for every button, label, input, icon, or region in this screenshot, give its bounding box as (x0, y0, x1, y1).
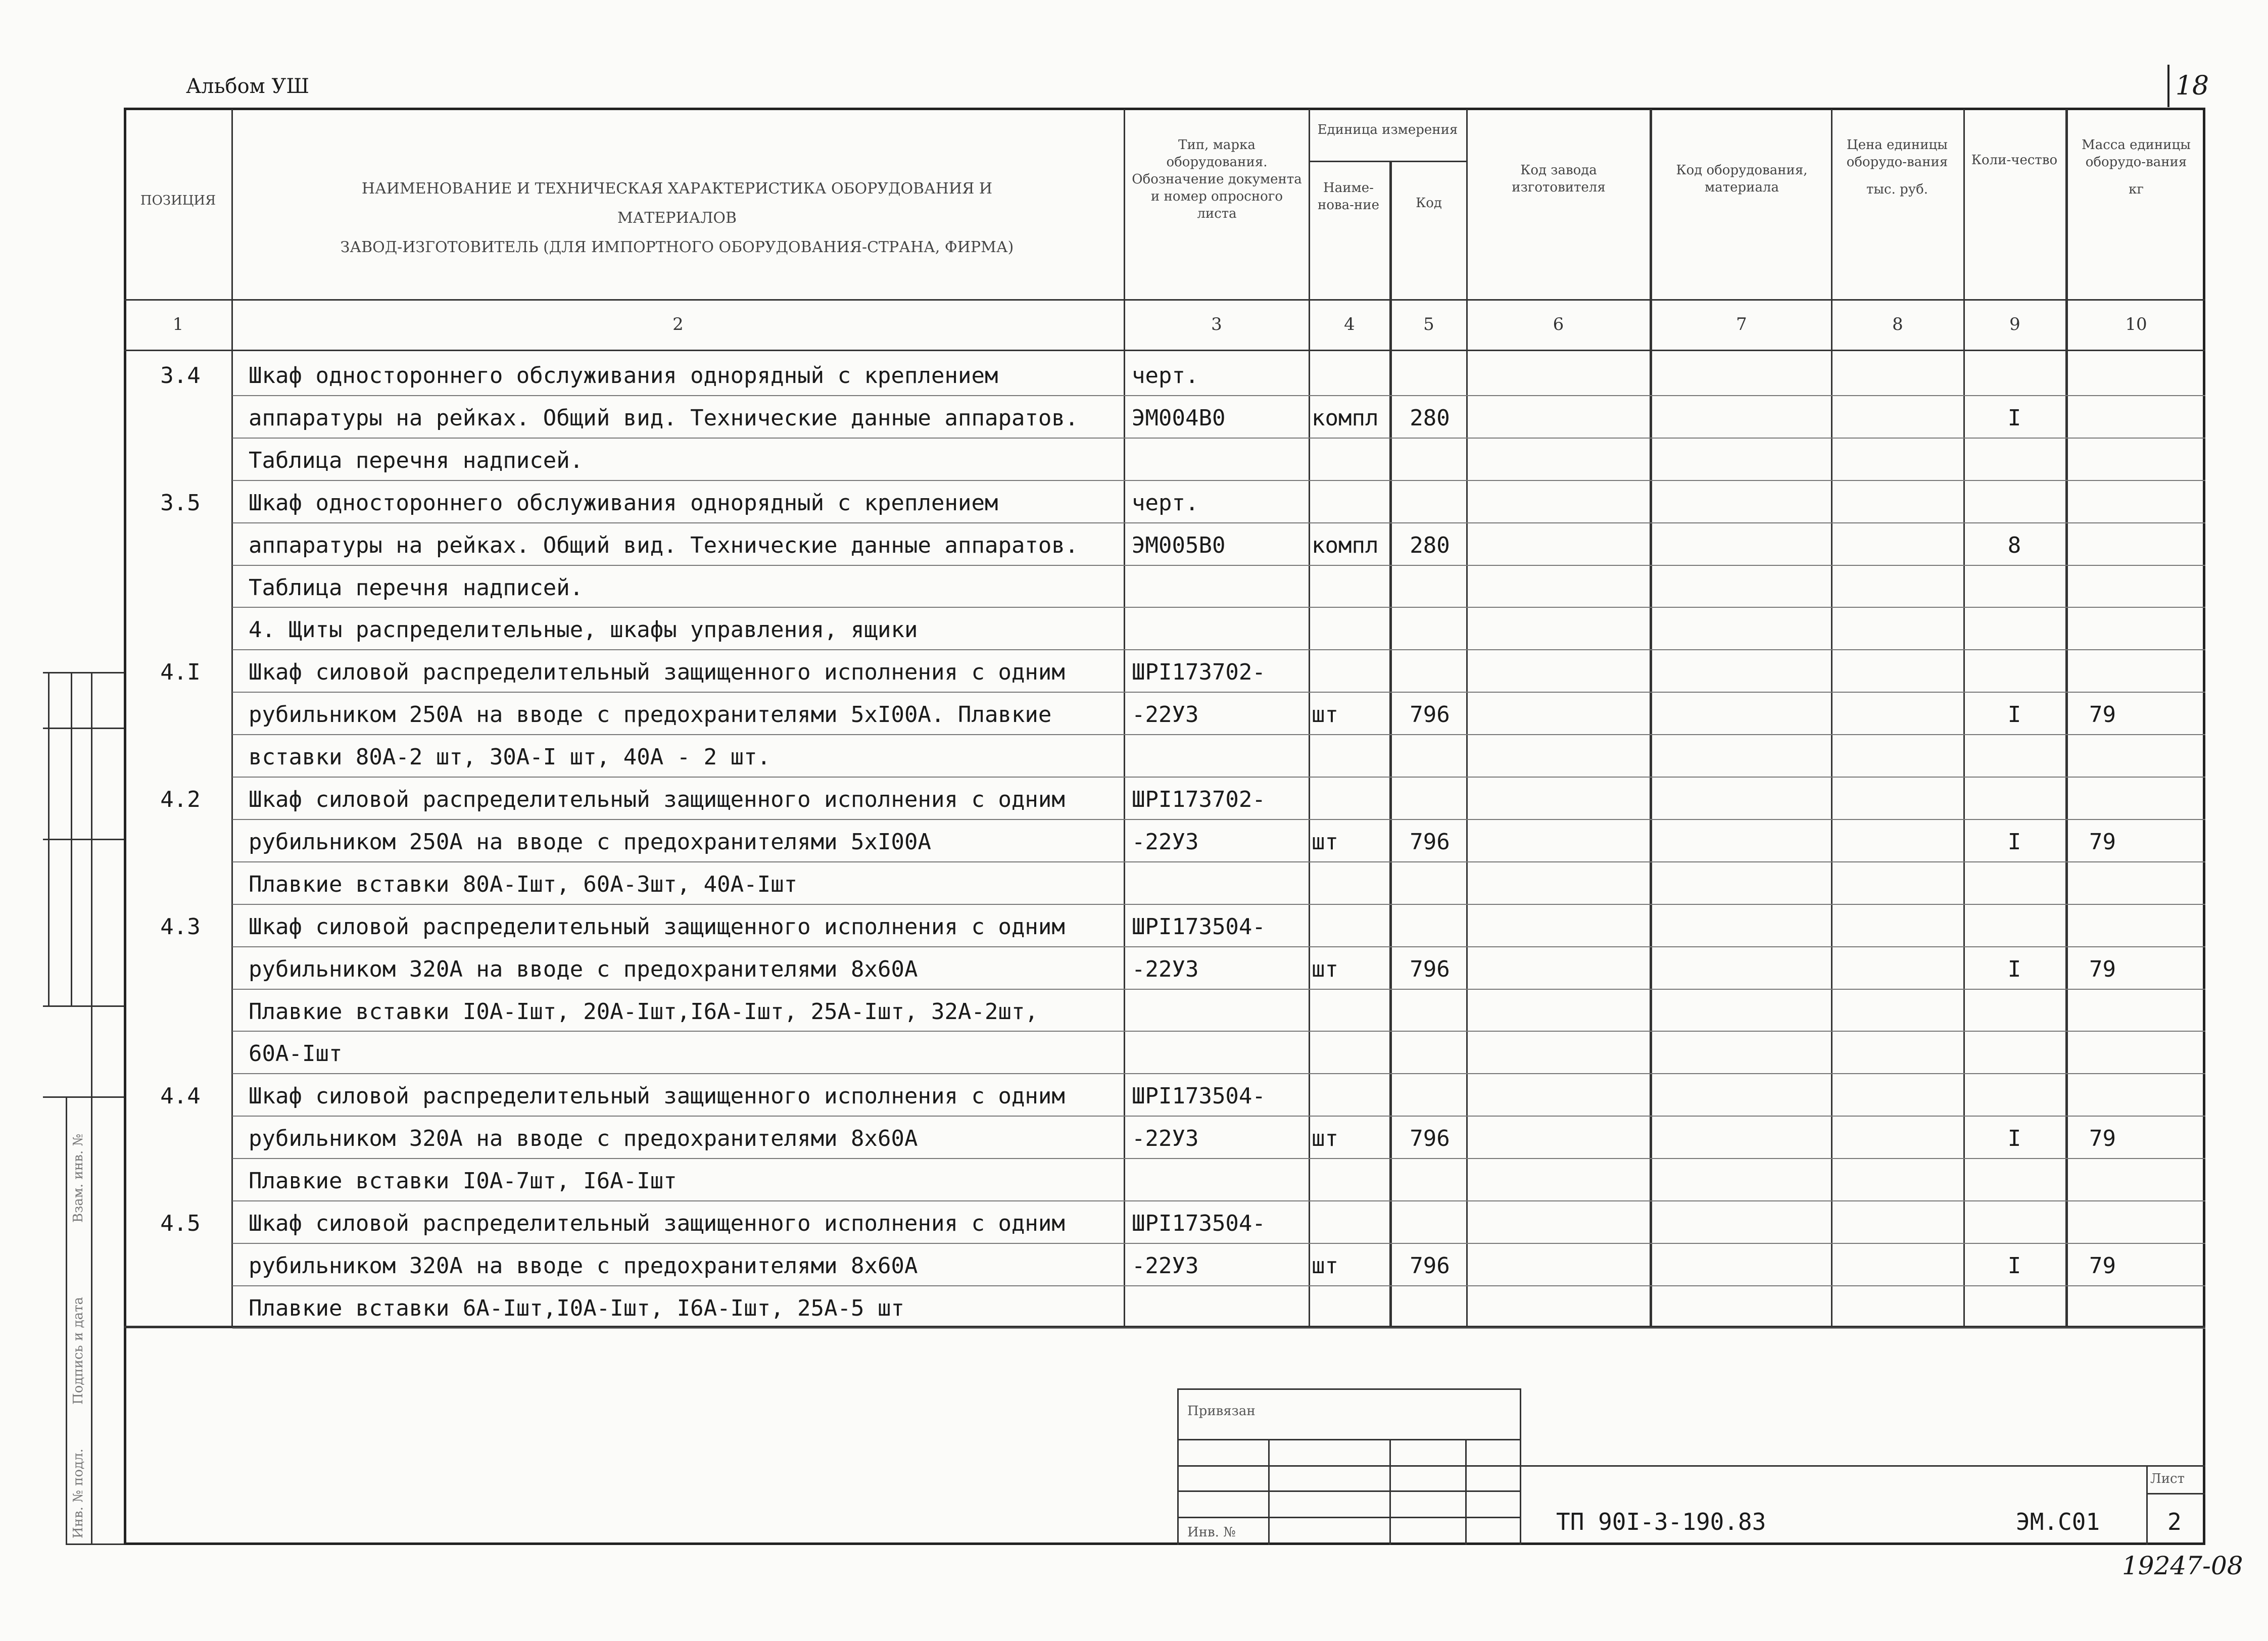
sheet-code: ЭМ.С01 (2016, 1508, 2100, 1535)
cell-name: рубильником 320А на вводе с предохранителями 8х60А (249, 1126, 918, 1152)
row-divider (232, 649, 2205, 650)
cell-type: ШРI173702- (1132, 659, 1266, 686)
stamp-line (1177, 1388, 1521, 1390)
row-divider (232, 395, 2205, 396)
cell-name: Плавкие вставки I0А-Iшт, 20А-Iшт,I6А-Iшт, 25А-Iшт, 32А-2шт, (249, 998, 1038, 1025)
stamp-line (1177, 1517, 1521, 1518)
cell-pos: 4.2 (160, 787, 201, 812)
cell-name: рубильником 250А на вводе с предохранителями 5хI00А (249, 829, 932, 855)
cell-pos: 3.4 (160, 363, 201, 389)
cell-name: Шкаф одностороннего обслуживания однорядный с креплением (249, 490, 998, 516)
header-mass (2070, 136, 2202, 198)
cell-name: Плавкие вставки 6А-Iшт,I0А-Iшт, I6А-Iшт, 25А-5 шт (249, 1295, 905, 1321)
cell-name: рубильником 250А на вводе с предохранителями 5хI00А. Плавкие (249, 702, 1052, 728)
row-divider (232, 1200, 2205, 1201)
header-name (237, 174, 1117, 262)
cell-mass: 79 (2089, 1126, 2116, 1152)
col-divider (231, 109, 233, 1326)
header-factory-code: Код завода изготовителя (1512, 163, 1606, 195)
cell-name: Плавкие вставки 80А-Iшт, 60А-3шт, 40А-Iшт (249, 871, 798, 897)
col-divider (1831, 109, 1832, 1326)
cell-mass: 79 (2089, 702, 2116, 728)
cell-code: 796 (1410, 829, 1450, 855)
cell-pos: 3.5 (160, 490, 201, 516)
cell-name: Шкаф силовой распределительный защищенного исполнения с одним (249, 787, 1065, 812)
cell-name: рубильником 320А на вводе с предохранителями 8х60А (249, 956, 918, 982)
row-divider (232, 861, 2205, 862)
row-divider (232, 438, 2205, 439)
header-quantity: Коли-чество (1971, 153, 2058, 168)
stamp-line (1268, 1439, 1270, 1545)
row-divider (232, 904, 2205, 905)
cell-name: рубильником 320А на вводе с предохранителями 8х60А (249, 1252, 918, 1279)
side-strip-line (91, 672, 92, 1543)
header-name-line3: ЗАВОД-ИЗГОТОВИТЕЛЬ (ДЛЯ ИМПОРТНОГО ОБОРУДОВАНИЯ-СТРАНА, ФИРМА) (340, 238, 1014, 256)
cell-name: Шкаф силовой распределительный защищенного исполнения с одним (249, 913, 1065, 940)
cell-pos: 4.4 (160, 1083, 201, 1109)
header-type: Тип, марка оборудования. Обозначение документа и номер опросного листа (1132, 137, 1302, 221)
stamp-line (2146, 1493, 2205, 1494)
header-mass-label: Масса единицы оборудо-вания (2082, 137, 2191, 170)
header-unit-name: Наиме-нова-ние (1318, 180, 1379, 213)
cell-qty: I (2007, 1252, 2021, 1279)
stamp-line (1177, 1465, 2205, 1467)
cell-name: 4. Щиты распределительные, шкафы управления, ящики (249, 617, 918, 643)
stamp-inv-no: Инв. № (1187, 1525, 1236, 1540)
cell-unit: компл (1312, 405, 1379, 431)
cell-unit: шт (1312, 956, 1338, 982)
row-divider (232, 1328, 2205, 1329)
side-strip-line (43, 728, 124, 729)
colnum-1: 1 (172, 314, 184, 334)
stamp-privyazan: Привязан (1187, 1404, 1256, 1419)
cell-code: 280 (1410, 405, 1450, 431)
cell-name: Шкаф силовой распределительный защищенного исполнения с одним (249, 1083, 1065, 1109)
side-strip-line (71, 672, 72, 1005)
cell-code: 796 (1410, 1126, 1450, 1152)
header-mass-unit: кг (2129, 182, 2144, 197)
stamp-line (2146, 1465, 2148, 1545)
row-divider (232, 1116, 2205, 1117)
cell-name: Таблица перечня надписей. (249, 574, 584, 601)
cell-qty: 8 (2007, 532, 2021, 558)
side-strip-line (43, 672, 124, 673)
colnum-4: 4 (1344, 314, 1355, 334)
cell-qty: I (2007, 1126, 2021, 1152)
stamp-line (1389, 1439, 1391, 1545)
colnum-3: 3 (1211, 314, 1222, 334)
stamp-line (1177, 1388, 1179, 1545)
side-strip-line (48, 672, 50, 1005)
cell-name: Шкаф одностороннего обслуживания однорядный с креплением (249, 363, 998, 389)
side-strip-line (66, 1096, 67, 1543)
side-strip-line (43, 1005, 124, 1007)
page-number: 18 (2167, 65, 2215, 107)
cell-unit: шт (1312, 1126, 1338, 1152)
cell-name: Шкаф силовой распределительный защищенного исполнения с одним (249, 659, 1065, 686)
cell-type: черт. (1132, 490, 1199, 516)
cell-pos: 4.3 (160, 913, 201, 940)
cell-type: -22У3 (1132, 702, 1199, 728)
cell-qty: I (2007, 405, 2021, 431)
colnum-5: 5 (1423, 314, 1434, 334)
side-strip-line (43, 839, 124, 840)
cell-qty: I (2007, 956, 2021, 982)
side-strip-line (43, 1096, 124, 1098)
stamp-line (1520, 1388, 1521, 1545)
row-divider (232, 734, 2205, 735)
cell-name: Таблица перечня надписей. (249, 447, 584, 473)
col-divider (2065, 109, 2068, 1326)
cell-name: 60А-Iшт (249, 1041, 343, 1067)
cell-code: 796 (1410, 956, 1450, 982)
cell-type: -22У3 (1132, 1252, 1199, 1279)
col-divider (1389, 162, 1392, 1326)
header-subdivider (1309, 161, 1466, 162)
side-label-vzam: Взам. инв. № (71, 1134, 86, 1223)
cell-qty: I (2007, 702, 2021, 728)
cell-type: ЭМ004В0 (1132, 405, 1226, 431)
column-number-line (124, 350, 2205, 351)
colnum-10: 10 (2125, 314, 2147, 334)
album-label: Альбом УШ (186, 75, 310, 98)
cell-unit: шт (1312, 702, 1338, 728)
cell-type: черт. (1132, 363, 1199, 389)
col-divider (1650, 109, 1652, 1326)
row-divider (232, 607, 2205, 608)
col-divider (1466, 109, 1468, 1326)
row-divider (232, 989, 2205, 990)
archive-number: 19247-08 (2122, 1551, 2243, 1580)
cell-type: -22У3 (1132, 956, 1199, 982)
row-divider (232, 777, 2205, 778)
cell-code: 796 (1410, 702, 1450, 728)
header-name-line2: МАТЕРИАЛОВ (617, 209, 737, 227)
colnum-7: 7 (1736, 314, 1747, 334)
cell-pos: 4.I (160, 659, 201, 686)
cell-name: Плавкие вставки I0А-7шт, I6А-Iшт (249, 1168, 677, 1194)
row-divider (232, 692, 2205, 693)
cell-type: ШРI173702- (1132, 787, 1266, 812)
row-divider (232, 1285, 2205, 1286)
side-label-inv: Инв. № подл. (71, 1449, 86, 1538)
cell-name: вставки 80А-2 шт, 30А-I шт, 40А - 2 шт. (249, 744, 771, 770)
cell-mass: 79 (2089, 956, 2116, 982)
stamp-line (1177, 1490, 1521, 1492)
cell-code: 796 (1410, 1252, 1450, 1279)
cell-name: аппаратуры на рейках. Общий вид. Технические данные аппаратов. (249, 532, 1079, 558)
row-divider (232, 819, 2205, 820)
sheet-label: Лист (2150, 1471, 2185, 1486)
header-name-line1: НАИМЕНОВАНИЕ И ТЕХНИЧЕСКАЯ ХАРАКТЕРИСТИКА ОБОРУДОВАНИЯ И (361, 180, 993, 198)
cell-type: ЭМ005В0 (1132, 532, 1226, 558)
row-divider (232, 1243, 2205, 1244)
cell-qty: I (2007, 829, 2021, 855)
sheet-number: 2 (2167, 1508, 2182, 1535)
side-strip-line (66, 1543, 124, 1545)
header-price-label: Цена единицы оборудо-вания (1846, 137, 1948, 170)
header-equipment-code: Код оборудования, материала (1676, 163, 1808, 195)
cell-name: аппаратуры на рейках. Общий вид. Технические данные аппаратов. (249, 405, 1079, 431)
cell-mass: 79 (2089, 1252, 2116, 1279)
row-divider (232, 565, 2205, 566)
row-divider (232, 522, 2205, 523)
colnum-8: 8 (1892, 314, 1903, 334)
row-divider (232, 1158, 2205, 1159)
side-label-sign: Подпись и дата (71, 1297, 86, 1405)
cell-mass: 79 (2089, 829, 2116, 855)
cell-type: ШРI173504- (1132, 1211, 1266, 1236)
cell-type: ШРI173504- (1132, 913, 1266, 940)
header-unit-group: Единица измерения (1317, 122, 1458, 137)
stamp-line (1177, 1439, 1521, 1440)
row-divider (232, 480, 2205, 481)
header-bottom-line (124, 299, 2205, 301)
row-divider (232, 1073, 2205, 1074)
cell-pos: 4.5 (160, 1211, 201, 1236)
cell-unit: шт (1312, 829, 1338, 855)
header-price (1834, 136, 1960, 198)
colnum-6: 6 (1553, 314, 1564, 334)
col-divider (1309, 109, 1310, 1326)
colnum-2: 2 (672, 314, 684, 334)
header-price-unit: тыс. руб. (1866, 182, 1928, 197)
col-divider (1124, 109, 1125, 1326)
row-divider (232, 946, 2205, 947)
header-position: ПОЗИЦИЯ (140, 193, 216, 208)
header-unit-code: Код (1416, 196, 1442, 211)
cell-name: Шкаф силовой распределительный защищенного исполнения с одним (249, 1211, 1065, 1236)
document-code: ТП 90I-3-190.83 (1556, 1508, 1766, 1535)
cell-code: 280 (1410, 532, 1450, 558)
cell-type: ШРI173504- (1132, 1083, 1266, 1109)
row-divider (232, 1031, 2205, 1032)
colnum-9: 9 (2009, 314, 2020, 334)
cell-unit: шт (1312, 1252, 1338, 1279)
col-divider (1963, 109, 1965, 1326)
stamp-line (1465, 1439, 1467, 1545)
cell-unit: компл (1312, 532, 1379, 558)
cell-type: -22У3 (1132, 1126, 1199, 1152)
cell-type: -22У3 (1132, 829, 1199, 855)
